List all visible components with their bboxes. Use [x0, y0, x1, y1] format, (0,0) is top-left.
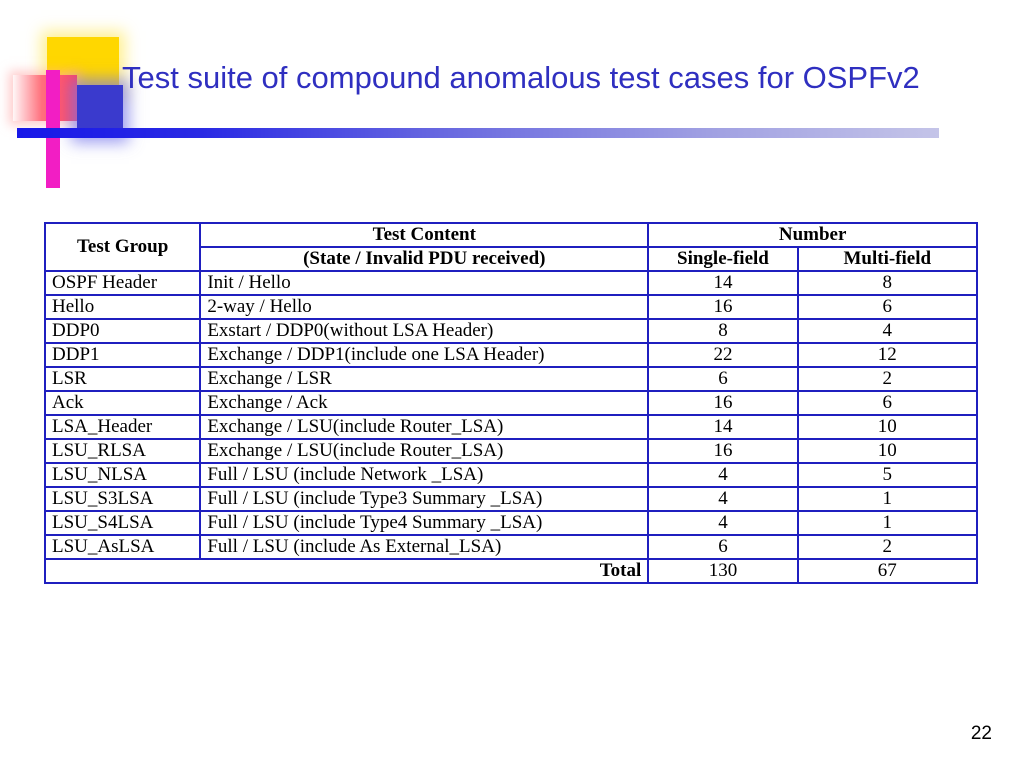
- logo-pink-square: [13, 75, 77, 121]
- cell-test-group: DDP0: [45, 319, 200, 343]
- cell-multi-field: 6: [798, 391, 977, 415]
- cell-test-group: LSU_AsLSA: [45, 535, 200, 559]
- table-row: [45, 439, 977, 463]
- cell-test-content: Exchange / DDP1(include one LSA Header): [200, 343, 648, 367]
- header-test-content: Test Content: [200, 223, 648, 247]
- table-row: [45, 343, 977, 367]
- cell-test-content: Exchange / LSU(include Router_LSA): [200, 439, 648, 463]
- header-multi-field: Multi-field: [798, 247, 977, 271]
- cell-test-content: Exchange / LSU(include Router_LSA): [200, 415, 648, 439]
- table-row: [45, 487, 977, 511]
- cell-test-content: Full / LSU (include Type3 Summary _LSA): [200, 487, 648, 511]
- total-label: Total: [45, 559, 648, 583]
- cell-test-content: 2-way / Hello: [200, 295, 648, 319]
- cell-test-group: LSU_S3LSA: [45, 487, 200, 511]
- cell-test-content: Full / LSU (include Network _LSA): [200, 463, 648, 487]
- table-row: [45, 319, 977, 343]
- table-row: [45, 367, 977, 391]
- cell-single-field: 16: [648, 439, 797, 463]
- cell-single-field: 16: [648, 391, 797, 415]
- table-row: [45, 415, 977, 439]
- table-row: [45, 295, 977, 319]
- cell-test-content: Exchange / LSR: [200, 367, 648, 391]
- cell-single-field: 14: [648, 271, 797, 295]
- cell-multi-field: 10: [798, 415, 977, 439]
- page-number: 22: [970, 723, 992, 744]
- cell-test-group: LSR: [45, 367, 200, 391]
- cell-test-content: Full / LSU (include As External_LSA): [200, 535, 648, 559]
- slide-title: Test suite of compound anomalous test cases for OSPFv2: [122, 60, 920, 95]
- cell-single-field: 14: [648, 415, 797, 439]
- cell-single-field: 4: [648, 487, 797, 511]
- cell-single-field: 16: [648, 295, 797, 319]
- cell-single-field: 6: [648, 535, 797, 559]
- title-underline-bar: [17, 128, 939, 138]
- cell-single-field: 6: [648, 367, 797, 391]
- cell-multi-field: 10: [798, 439, 977, 463]
- table-row: [45, 271, 977, 295]
- table-row: [45, 535, 977, 559]
- cell-test-group: LSU_RLSA: [45, 439, 200, 463]
- cell-test-content: Init / Hello: [200, 271, 648, 295]
- cell-single-field: 22: [648, 343, 797, 367]
- cell-multi-field: 2: [798, 535, 977, 559]
- cell-test-content: Exchange / Ack: [200, 391, 648, 415]
- header-single-field: Single-field: [648, 247, 797, 271]
- header-number: Number: [648, 223, 977, 247]
- header-test-group: Test Group: [45, 223, 200, 271]
- cell-single-field: 4: [648, 511, 797, 535]
- cell-multi-field: 6: [798, 295, 977, 319]
- cell-single-field: 4: [648, 463, 797, 487]
- test-suite-table: [44, 222, 978, 584]
- cell-test-content: Full / LSU (include Type4 Summary _LSA): [200, 511, 648, 535]
- table-row: [45, 463, 977, 487]
- cell-test-group: Hello: [45, 295, 200, 319]
- total-multi: 67: [798, 559, 977, 583]
- cell-multi-field: 2: [798, 367, 977, 391]
- cell-test-group: LSA_Header: [45, 415, 200, 439]
- header-content-sub: (State / Invalid PDU received): [200, 247, 648, 271]
- cell-test-group: DDP1: [45, 343, 200, 367]
- cell-test-group: LSU_NLSA: [45, 463, 200, 487]
- cell-multi-field: 1: [798, 487, 977, 511]
- cell-test-group: Ack: [45, 391, 200, 415]
- table-row: [45, 511, 977, 535]
- cell-multi-field: 1: [798, 511, 977, 535]
- cell-multi-field: 8: [798, 271, 977, 295]
- total-single: 130: [648, 559, 797, 583]
- table-row: [45, 391, 977, 415]
- cell-multi-field: 4: [798, 319, 977, 343]
- cell-test-group: LSU_S4LSA: [45, 511, 200, 535]
- cell-multi-field: 5: [798, 463, 977, 487]
- table-total-row: [45, 559, 977, 583]
- cell-multi-field: 12: [798, 343, 977, 367]
- cell-test-content: Exstart / DDP0(without LSA Header): [200, 319, 648, 343]
- cell-test-group: OSPF Header: [45, 271, 200, 295]
- table-header-row: [45, 223, 977, 247]
- cell-single-field: 8: [648, 319, 797, 343]
